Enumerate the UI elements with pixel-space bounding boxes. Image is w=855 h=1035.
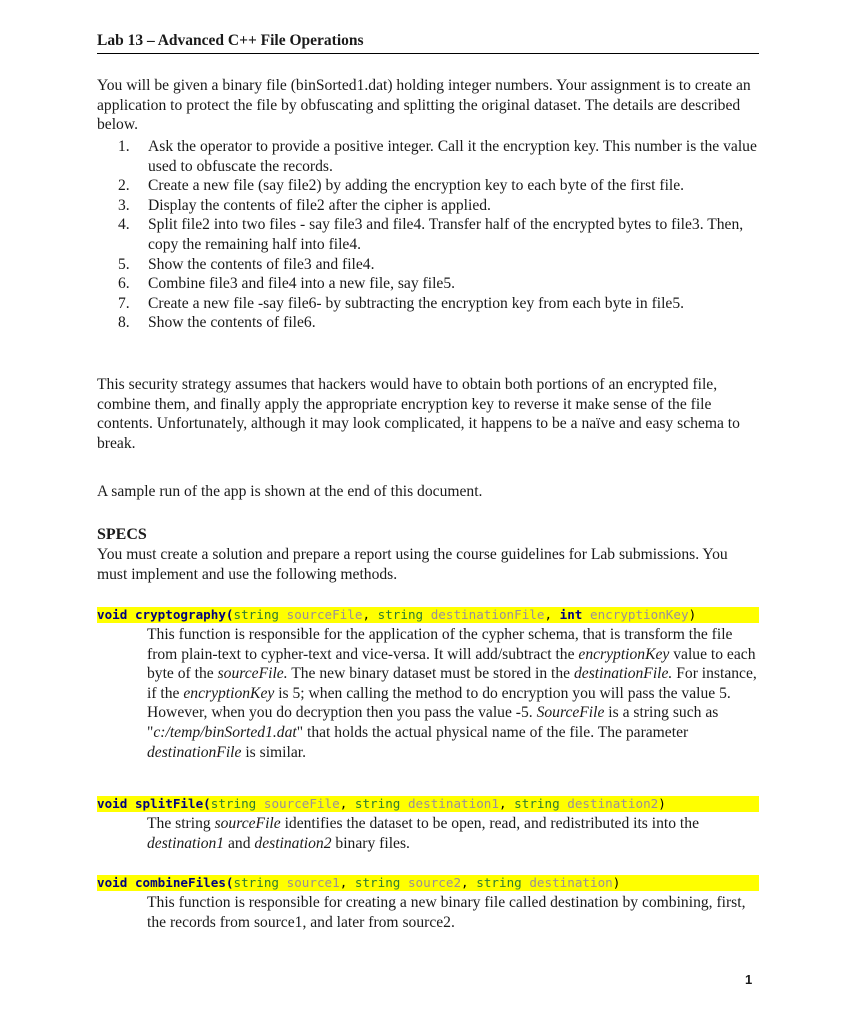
specs-heading: SPECS	[97, 526, 147, 543]
combinefiles-description: This function is responsible for creating a new binary file called destination by combining, first, the records from source1, and later from source2.	[147, 894, 746, 931]
splitfile-description: The string sourceFile identifies the dataset to be open, read, and redistributed its into the destination1 and destination2 binary files.	[147, 815, 699, 852]
page-number: 1	[745, 972, 753, 987]
sample-run-note: A sample run of the app is shown at the end of this document.	[97, 483, 483, 500]
cryptography-signature: void cryptography(string sourceFile, string destinationFile, int encryptionKey)	[97, 607, 759, 623]
list-item: 6. Combine file3 and file4 into a new file, say file5.	[118, 275, 456, 293]
splitfile-signature: void splitFile(string sourceFile, string destination1, string destination2)	[97, 796, 759, 812]
list-item: 5. Show the contents of file3 and file4.	[118, 255, 375, 273]
list-item: 7. Create a new file -say file6- by subtracting the encryption key from each byte in file5.	[118, 294, 685, 312]
list-item: 1. Ask the operator to provide a positive integer. Call it the encryption key. This number is the value used to obfuscate the records.	[118, 138, 757, 175]
security-paragraph: This security strategy assumes that hackers would have to obtain both portions of an encrypted file, combine them, and finally apply the appropriate encryption key to reverse it make sense of the file contents. Unfortunately, although it may look complicated, it happens to be a naïve and easy schema to break.	[97, 376, 740, 452]
combinefiles-signature: void combineFiles(string source1, string source2, string destination)	[97, 875, 759, 891]
steps-list	[97, 137, 757, 333]
specs-paragraph: You must create a solution and prepare a report using the course guidelines for Lab submissions. You must implement and use the following methods.	[97, 546, 728, 583]
list-item: 2. Create a new file (say file2) by adding the encryption key to each byte of the first file.	[118, 177, 685, 195]
list-item: 4. Split file2 into two files - say file3 and file4. Transfer half of the encrypted bytes to file3. Then, copy the remaining half into file4.	[118, 216, 744, 253]
cryptography-description: This function is responsible for the application of the cypher schema, that is transform the file from plain-text to cypher-text and vice-versa. It will add/subtract the encryptionKey value to each byte of the sourceFile. The new binary dataset must be stored in the destinationFile. For instance, if the encryptionKey is 5; when calling the method to do encryption you will pass the value 5. However, when you do decryption then you pass the value -5. SourceFile is a string such as "c:/temp/binSorted1.dat" that holds the actual physical name of the file. The parameter destinationFile is similar.	[147, 626, 757, 761]
intro-paragraph: You will be given a binary file (binSorted1.dat) holding integer numbers. Your assignment is to create an application to protect the file by obfuscating and splitting the original dataset. The details are described below.	[97, 77, 751, 134]
list-item: 3. Display the contents of file2 after the cipher is applied.	[118, 196, 491, 214]
list-item: 8. Show the contents of file6.	[118, 314, 316, 332]
page-header	[97, 32, 759, 54]
header-title: Lab 13 – Advanced C++ File Operations	[97, 32, 364, 49]
